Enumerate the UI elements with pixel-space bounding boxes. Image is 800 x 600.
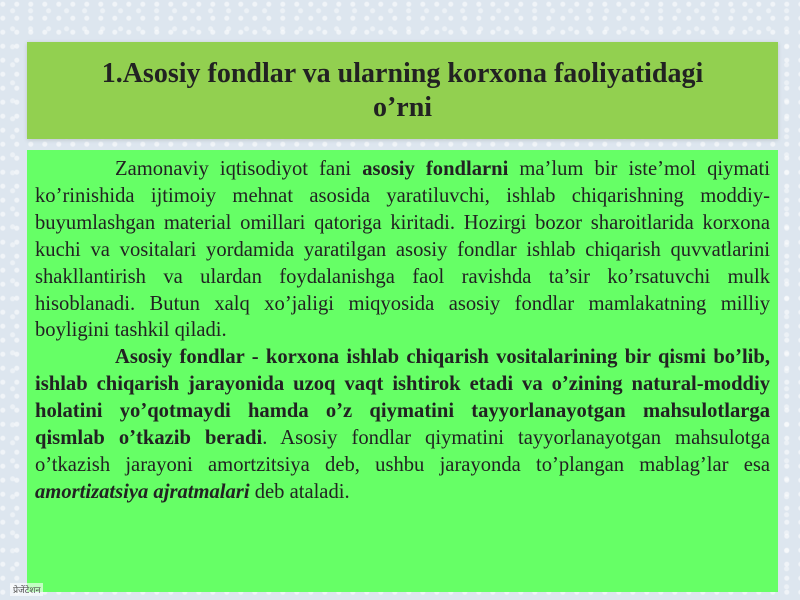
footer-label: प्रेजेंटेशन [10, 583, 43, 596]
p2-text-2: deb ataladi. [249, 480, 350, 503]
paragraph-1 [35, 156, 770, 344]
p2-text-1: . Asosiy fondlar qiymatini tayyorlanayotgan mahsulotga o’tkazish jarayoni amortzitsiya deb, ushbu jarayonda to’plangan mablag’lar esa [35, 427, 770, 476]
p1-text-1: Zamonaviy iqtisodiyot fani [115, 158, 363, 180]
p2-bold-definition: Asosiy fondlar - korxona ishlab chiqarish vositalarining bir qismi bo’lib, ishlab chiqarish jarayonida uzoq vaqt ishtirok etadi va o’zining natural-moddiy holatini yo’qotmaydi hamda o’z qiymatini tayyorlanayotgan mahsulotlarga qismlab o’tkazib beradi [35, 346, 770, 450]
title-line-2: o’rni [372, 91, 433, 123]
slide-title [58, 57, 748, 125]
paragraph-2 [35, 344, 770, 505]
p1-text-2: ma’lum bir iste’mol qiymati ko’rinishida ijtimoiy mehnat asosida yaratiluvchi, ishlab chiqarishning moddiy-buyumlashgan material omillari qatoriga kiritadi. Hozirgi bozor sharoitlarida korxona kuchi va vositalari yordamida yaratilgan asosiy fondlar ishlab chiqarish quvvatlarini shakllantirish va ulardan foydalanishga faol ravishda ta’sir ko’rsatuvchi mulk hisoblanadi. Butun xalq xo’jaligi miqyosida asosiy fondlar mamlakatning milliy boyligini tashkil qiladi. [35, 158, 771, 342]
p1-bold-term: asosiy fondlarni [362, 158, 509, 180]
content-panel [27, 150, 778, 592]
title-banner [27, 42, 778, 139]
p2-bold-italic-term: amortizatsiya ajratmalari [35, 480, 250, 503]
title-line-1: 1.Asosiy fondlar va ularning korxona faoliyatidagi [101, 57, 704, 89]
